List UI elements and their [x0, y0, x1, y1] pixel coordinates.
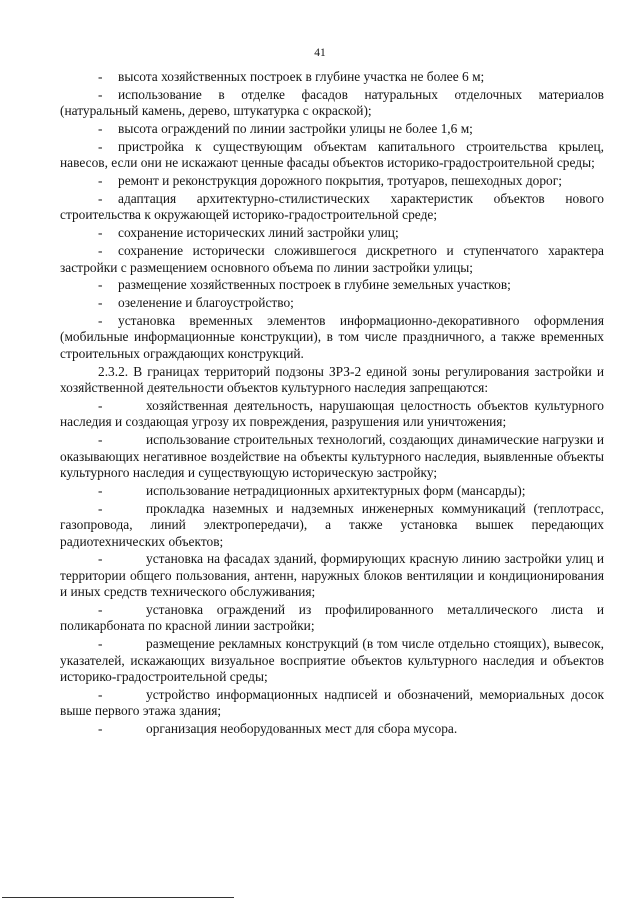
- list-item: [60, 551, 604, 600]
- list-dash: -: [98, 277, 103, 293]
- prohibited-list: [60, 398, 604, 738]
- list-item: [60, 636, 604, 685]
- list-item: [60, 87, 604, 120]
- list-item: [60, 243, 604, 276]
- list-item: [60, 139, 604, 172]
- list-dash: -: [98, 191, 103, 207]
- list-item: [60, 432, 604, 481]
- list-dash: -: [98, 551, 103, 567]
- list-dash: -: [98, 686, 103, 702]
- page-content: [60, 69, 604, 739]
- list-item-text: использование строительных технологий, создающих динамические нагрузки и оказывающих негативное воздействие на объекты культурного наследия, выявленные объекты культурного наследия и существующую историческую застройку;: [60, 432, 604, 481]
- list-item: [60, 313, 604, 362]
- list-item-text: адаптация архитектурно-стилистических характеристик объектов нового строительства к окружающей историко-градостроительной среде;: [60, 191, 604, 223]
- list-item-text: использование в отделке фасадов натуральных отделочных материалов (натуральный камень, дерево, штукатурка с окраской);: [60, 86, 604, 119]
- list-item: [60, 398, 604, 431]
- list-item-text: хозяйственная деятельность, нарушающая целостность объектов культурного наследия и создающая угрозу их повреждения, разрушения или уничтожения;: [60, 397, 604, 430]
- list-item-text: размещение хозяйственных построек в глубине земельных участков;: [118, 277, 511, 293]
- list-item-text: сохранение исторических линий застройки улиц;: [118, 225, 399, 241]
- list-dash: -: [98, 173, 103, 189]
- list-dash: -: [98, 721, 103, 737]
- allowed-list: [60, 69, 604, 362]
- list-dash: -: [98, 482, 103, 498]
- list-item-text: установка на фасадах зданий, формирующих красную линию застройки улиц и территории общего пользования, антенн, наружных блоков вентиляции и кондиционирования и иных средств технического обслуживания;: [60, 551, 604, 600]
- list-dash: -: [98, 243, 103, 259]
- list-item: [60, 121, 604, 137]
- list-item: [60, 483, 604, 499]
- list-item-text: прокладка наземных и надземных инженерных коммуникаций (теплотрасс, газопровода, линий электропередачи), а также установка вышек передающих радиотехнических объектов;: [60, 500, 604, 549]
- list-item-text: устройство информационных надписей и обозначений, мемориальных досок выше первого этажа здания;: [60, 686, 604, 719]
- list-item-text: высота ограждений по линии застройки улицы не более 1,6 м;: [118, 121, 473, 137]
- list-item: [60, 602, 604, 635]
- list-dash: -: [98, 432, 103, 448]
- list-item: [60, 173, 604, 189]
- list-dash: -: [98, 69, 103, 84]
- list-item-text: высота хозяйственных построек в глубине участка не более 6 м;: [118, 69, 485, 84]
- list-item-text: сохранение исторически сложившегося дискретного и ступенчатого характера застройки с размещением основного объема по линии застройки улицы;: [60, 243, 604, 275]
- list-dash: -: [98, 313, 103, 329]
- list-item-text: установка ограждений из профилированного металлического листа и поликарбоната по красной линии застройки;: [60, 602, 604, 634]
- list-dash: -: [98, 86, 103, 102]
- list-item-text: озеленение и благоустройство;: [118, 295, 294, 311]
- list-item: [60, 225, 604, 241]
- list-item: [60, 69, 604, 85]
- list-item: [60, 687, 604, 720]
- list-item: [60, 501, 604, 550]
- list-item-text: размещение рекламных конструкций (в том числе отдельно стоящих), вывесок, указателей, искажающих визуальное восприятие объектов культурного наследия и объектов историко-градостроительной среды;: [60, 636, 604, 685]
- list-dash: -: [98, 602, 103, 618]
- list-item-text: установка временных элементов информационно-декоративного оформления (мобильные информационные конструкции), в том числе праздничного, а также временных строительных ограждающих конструкций.: [60, 313, 604, 361]
- list-item: [60, 191, 604, 224]
- list-item: [60, 295, 604, 311]
- list-item-text: пристройка к существующим объектам капитального строительства крылец, навесов, если они не искажают ценные фасады объектов историко-градостроительной среды;: [60, 138, 604, 171]
- list-item: [60, 277, 604, 293]
- list-dash: -: [98, 397, 103, 413]
- list-dash: -: [98, 138, 103, 154]
- subsection-heading: 2.3.2. В границах территорий подзоны ЗРЗ-2 единой зоны регулирования застройки и хозяйственной деятельности объектов культурного наследия запрещаются:: [60, 363, 604, 396]
- list-dash: -: [98, 295, 103, 311]
- list-dash: -: [98, 121, 103, 137]
- page-number: 41: [314, 47, 326, 59]
- list-item-text: ремонт и реконструкция дорожного покрытия, тротуаров, пешеходных дорог;: [118, 173, 562, 189]
- list-item: [60, 721, 604, 737]
- list-dash: -: [98, 500, 103, 516]
- list-dash: -: [98, 636, 103, 652]
- list-dash: -: [98, 225, 103, 241]
- footnote-rule: [2, 897, 234, 898]
- list-item-text: организация необорудованных мест для сбора мусора.: [146, 721, 458, 737]
- list-item-text: использование нетрадиционных архитектурных форм (мансарды);: [146, 482, 526, 498]
